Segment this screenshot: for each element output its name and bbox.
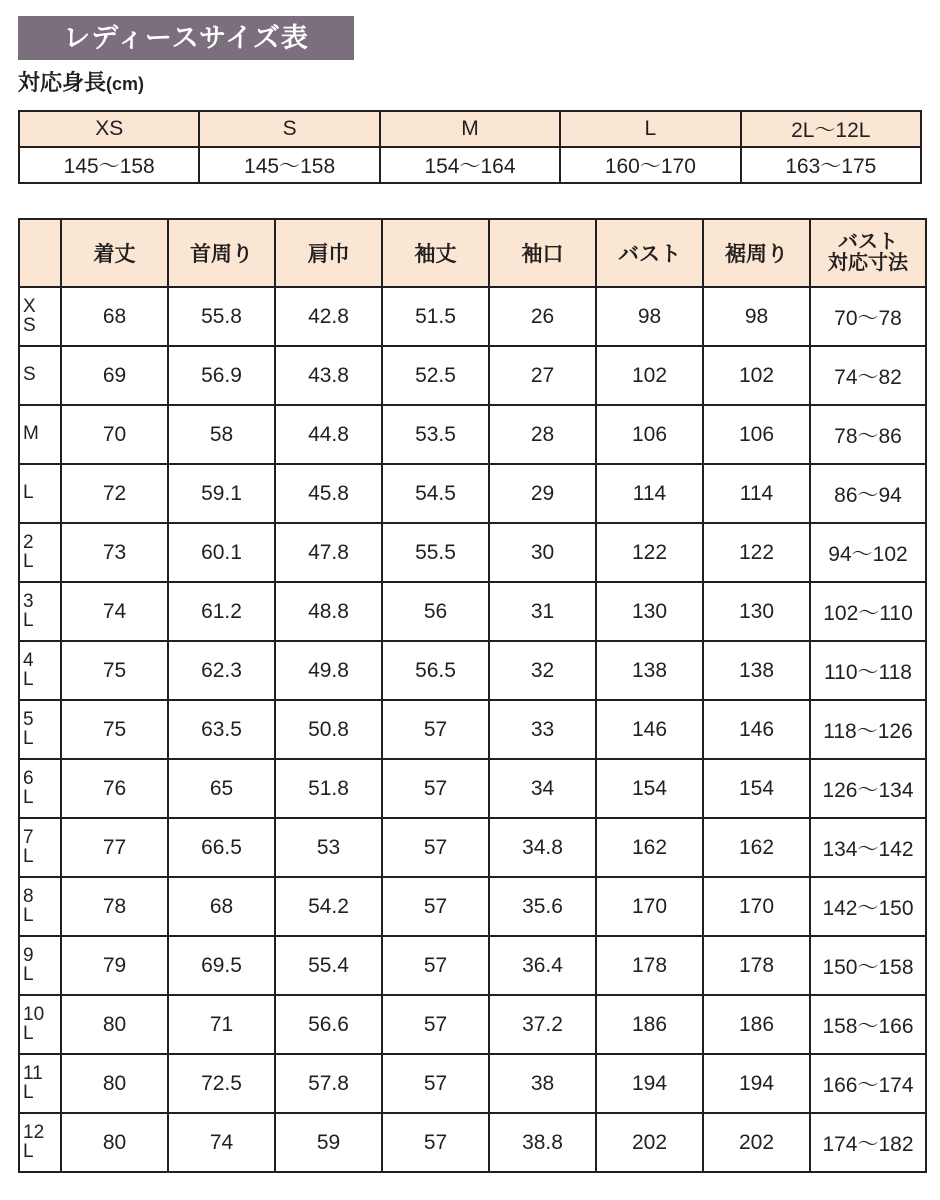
table-cell: 76: [61, 759, 168, 818]
table-cell: 71: [168, 995, 275, 1054]
table-cell: 34: [489, 759, 596, 818]
table-row: [19, 582, 926, 641]
table-cell: 54.5: [382, 464, 489, 523]
row-size-label-line: 9: [23, 945, 34, 967]
height-header-s: S: [199, 111, 379, 147]
row-size-label-line: 11: [23, 1063, 43, 1085]
table-cell: 29: [489, 464, 596, 523]
table-cell: 55.8: [168, 287, 275, 346]
table-cell: 37.2: [489, 995, 596, 1054]
row-size-label: [19, 287, 61, 346]
table-cell: 142〜150: [810, 877, 926, 936]
table-row: [19, 1054, 926, 1113]
table-cell: 38.8: [489, 1113, 596, 1172]
table-cell: 130: [596, 582, 703, 641]
row-size-label-line: L: [23, 482, 34, 504]
table-cell: 35.6: [489, 877, 596, 936]
row-size-label: [19, 1054, 61, 1113]
table-cell: 34.8: [489, 818, 596, 877]
table-cell: 57: [382, 759, 489, 818]
row-size-label: [19, 700, 61, 759]
height-header-l: L: [560, 111, 740, 147]
table-row: [19, 641, 926, 700]
table-cell: 47.8: [275, 523, 382, 582]
table-cell: 72.5: [168, 1054, 275, 1113]
row-size-label-line: L: [23, 1022, 34, 1044]
measurement-header-corner: [19, 219, 61, 287]
table-cell: 102: [596, 346, 703, 405]
row-size-label: [19, 346, 61, 405]
table-cell: 68: [168, 877, 275, 936]
row-size-label-line: 7: [23, 827, 34, 849]
table-cell: 114: [703, 464, 810, 523]
table-cell: 57: [382, 995, 489, 1054]
row-size-label: [19, 1113, 61, 1172]
table-cell: 194: [596, 1054, 703, 1113]
table-cell: 75: [61, 641, 168, 700]
table-cell: 80: [61, 1113, 168, 1172]
height-value-2l-12l: 163〜175: [741, 147, 921, 183]
table-row: [19, 464, 926, 523]
measurement-header-length: 着丈: [61, 219, 168, 287]
table-cell: 56.6: [275, 995, 382, 1054]
row-size-label-line: L: [23, 550, 34, 572]
table-cell: 150〜158: [810, 936, 926, 995]
measurement-header-bust-fit: [810, 219, 926, 287]
measurement-header-neck: 首周り: [168, 219, 275, 287]
table-cell: 102〜110: [810, 582, 926, 641]
table-cell: 54.2: [275, 877, 382, 936]
row-size-label-line: L: [23, 845, 34, 867]
table-cell: 57: [382, 700, 489, 759]
table-row: [19, 759, 926, 818]
table-cell: 57: [382, 1054, 489, 1113]
table-cell: 186: [703, 995, 810, 1054]
table-cell: 86〜94: [810, 464, 926, 523]
height-value-m: 154〜164: [380, 147, 560, 183]
table-cell: 56: [382, 582, 489, 641]
table-cell: 57: [382, 877, 489, 936]
table-cell: 79: [61, 936, 168, 995]
height-value-xs: 145〜158: [19, 147, 199, 183]
row-size-label-line: 6: [23, 768, 34, 790]
table-cell: 56.9: [168, 346, 275, 405]
table-cell: 122: [703, 523, 810, 582]
table-cell: 55.4: [275, 936, 382, 995]
measurement-header-cuff: 袖口: [489, 219, 596, 287]
table-row: [19, 405, 926, 464]
row-size-label-line: 2: [23, 532, 34, 554]
table-cell: 65: [168, 759, 275, 818]
row-size-label-line: L: [23, 727, 34, 749]
table-cell: 166〜174: [810, 1054, 926, 1113]
table-cell: 32: [489, 641, 596, 700]
page-title: レディースサイズ表: [63, 22, 309, 53]
table-row: [19, 523, 926, 582]
row-size-label: [19, 877, 61, 936]
row-size-label: [19, 523, 61, 582]
table-cell: 98: [596, 287, 703, 346]
row-size-label-line: L: [23, 786, 34, 808]
table-cell: 26: [489, 287, 596, 346]
table-cell: 57.8: [275, 1054, 382, 1113]
table-cell: 126〜134: [810, 759, 926, 818]
table-cell: 70: [61, 405, 168, 464]
table-cell: 57: [382, 818, 489, 877]
table-cell: 30: [489, 523, 596, 582]
table-cell: 154: [596, 759, 703, 818]
row-size-label-line: L: [23, 609, 34, 631]
row-size-label: [19, 582, 61, 641]
table-cell: 118〜126: [810, 700, 926, 759]
table-cell: 146: [703, 700, 810, 759]
table-cell: 33: [489, 700, 596, 759]
table-cell: 102: [703, 346, 810, 405]
row-size-label: [19, 464, 61, 523]
height-value-s: 145〜158: [199, 147, 379, 183]
measurement-header-hem: 裾周り: [703, 219, 810, 287]
table-cell: 38: [489, 1054, 596, 1113]
table-cell: 28: [489, 405, 596, 464]
measurement-table-header-row: [19, 219, 926, 287]
table-cell: 170: [596, 877, 703, 936]
table-row: [19, 1113, 926, 1172]
table-row: [19, 346, 926, 405]
table-cell: 44.8: [275, 405, 382, 464]
measurement-table-body: [19, 287, 926, 1172]
row-size-label: [19, 405, 61, 464]
table-cell: 134〜142: [810, 818, 926, 877]
height-section-label: [18, 70, 144, 96]
table-cell: 59.1: [168, 464, 275, 523]
table-cell: 194: [703, 1054, 810, 1113]
table-cell: 69: [61, 346, 168, 405]
table-row: [19, 700, 926, 759]
table-cell: 162: [703, 818, 810, 877]
row-size-label-line: 3: [23, 591, 34, 613]
table-cell: 74: [168, 1113, 275, 1172]
table-cell: 48.8: [275, 582, 382, 641]
row-size-label: [19, 759, 61, 818]
table-cell: 55.5: [382, 523, 489, 582]
table-cell: 170: [703, 877, 810, 936]
table-cell: 73: [61, 523, 168, 582]
table-row: [19, 936, 926, 995]
row-size-label-line: L: [23, 1140, 34, 1162]
table-cell: 72: [61, 464, 168, 523]
row-size-label-line: X: [23, 296, 36, 318]
measurement-header-bust: バスト: [596, 219, 703, 287]
row-size-label-line: S: [23, 364, 36, 386]
table-row: [19, 995, 926, 1054]
table-cell: 61.2: [168, 582, 275, 641]
table-cell: 51.5: [382, 287, 489, 346]
row-size-label-line: S: [23, 314, 36, 336]
row-size-label-line: 5: [23, 709, 34, 731]
table-cell: 146: [596, 700, 703, 759]
height-table-header-row: [19, 111, 921, 147]
table-cell: 60.1: [168, 523, 275, 582]
row-size-label-line: M: [23, 423, 39, 445]
table-row: [19, 818, 926, 877]
table-cell: 178: [596, 936, 703, 995]
table-cell: 114: [596, 464, 703, 523]
row-size-label: [19, 818, 61, 877]
measurement-header-bust-fit-line1: バスト: [838, 231, 898, 253]
table-cell: 158〜166: [810, 995, 926, 1054]
table-cell: 50.8: [275, 700, 382, 759]
measurement-header-sleeve-length: 袖丈: [382, 219, 489, 287]
height-table-value-row: [19, 147, 921, 183]
table-cell: 63.5: [168, 700, 275, 759]
row-size-label-line: L: [23, 904, 34, 926]
table-cell: 36.4: [489, 936, 596, 995]
table-cell: 178: [703, 936, 810, 995]
table-cell: 138: [703, 641, 810, 700]
table-cell: 51.8: [275, 759, 382, 818]
table-row: [19, 287, 926, 346]
table-cell: 77: [61, 818, 168, 877]
measurement-header-shoulder: 肩巾: [275, 219, 382, 287]
row-size-label-line: 8: [23, 886, 34, 908]
table-cell: 80: [61, 1054, 168, 1113]
table-cell: 78: [61, 877, 168, 936]
table-cell: 94〜102: [810, 523, 926, 582]
row-size-label-line: 4: [23, 650, 34, 672]
height-table: [18, 110, 922, 184]
table-cell: 27: [489, 346, 596, 405]
table-cell: 62.3: [168, 641, 275, 700]
table-cell: 52.5: [382, 346, 489, 405]
table-cell: 106: [596, 405, 703, 464]
table-cell: 75: [61, 700, 168, 759]
measurement-table: [18, 218, 927, 1173]
table-cell: 43.8: [275, 346, 382, 405]
row-size-label: [19, 936, 61, 995]
table-cell: 122: [596, 523, 703, 582]
table-cell: 57: [382, 1113, 489, 1172]
table-cell: 74〜82: [810, 346, 926, 405]
height-header-2l-12l: 2L〜12L: [741, 111, 921, 147]
table-cell: 68: [61, 287, 168, 346]
table-cell: 42.8: [275, 287, 382, 346]
row-size-label: [19, 641, 61, 700]
table-cell: 49.8: [275, 641, 382, 700]
table-cell: 186: [596, 995, 703, 1054]
table-cell: 80: [61, 995, 168, 1054]
table-cell: 174〜182: [810, 1113, 926, 1172]
table-cell: 58: [168, 405, 275, 464]
table-cell: 110〜118: [810, 641, 926, 700]
table-cell: 31: [489, 582, 596, 641]
table-cell: 66.5: [168, 818, 275, 877]
page-title-banner: [18, 16, 354, 60]
row-size-label-line: L: [23, 963, 34, 985]
table-cell: 59: [275, 1113, 382, 1172]
height-section-unit: (cm): [106, 74, 145, 94]
height-value-l: 160〜170: [560, 147, 740, 183]
table-cell: 45.8: [275, 464, 382, 523]
height-header-xs: XS: [19, 111, 199, 147]
table-cell: 74: [61, 582, 168, 641]
table-cell: 70〜78: [810, 287, 926, 346]
table-cell: 202: [596, 1113, 703, 1172]
measurement-header-bust-fit-line2: 対応寸法: [828, 252, 908, 274]
table-cell: 53.5: [382, 405, 489, 464]
table-cell: 53: [275, 818, 382, 877]
row-size-label: [19, 995, 61, 1054]
row-size-label-line: L: [23, 668, 34, 690]
table-cell: 57: [382, 936, 489, 995]
table-cell: 154: [703, 759, 810, 818]
height-header-m: M: [380, 111, 560, 147]
table-cell: 202: [703, 1113, 810, 1172]
table-cell: 106: [703, 405, 810, 464]
row-size-label-line: 12: [23, 1122, 45, 1144]
table-row: [19, 877, 926, 936]
table-cell: 138: [596, 641, 703, 700]
row-size-label-line: L: [23, 1081, 34, 1103]
table-cell: 69.5: [168, 936, 275, 995]
row-size-label-line: 10: [23, 1004, 45, 1026]
table-cell: 130: [703, 582, 810, 641]
table-cell: 162: [596, 818, 703, 877]
table-cell: 98: [703, 287, 810, 346]
table-cell: 78〜86: [810, 405, 926, 464]
table-cell: 56.5: [382, 641, 489, 700]
height-section-label-text: 対応身長: [18, 70, 107, 95]
